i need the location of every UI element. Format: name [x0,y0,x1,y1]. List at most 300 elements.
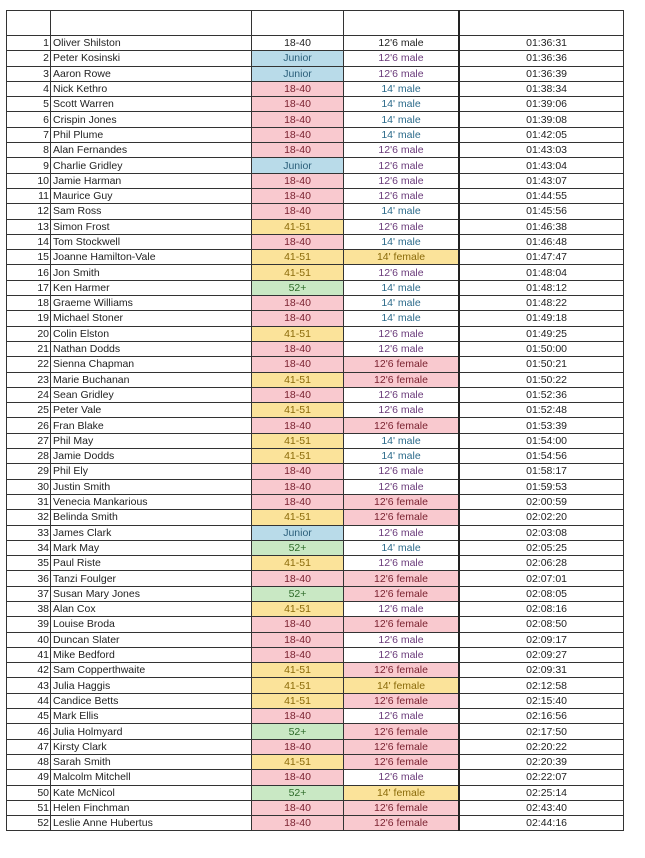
name-cell: Belinda Smith [51,510,252,525]
class-cell: 12'6 male [344,173,460,188]
age-group-cell: 41-51 [252,754,344,769]
position-cell: 37 [7,586,51,601]
class-cell: 12'6 female [344,586,460,601]
time-cell: 01:58:17 [459,464,624,479]
age-group-cell: 18-40 [252,36,344,51]
time-cell: 01:38:34 [459,81,624,96]
table-row [7,341,624,356]
age-group-cell: 18-40 [252,709,344,724]
time-cell: 01:36:39 [459,66,624,81]
class-cell: 14' male [344,204,460,219]
table-row [7,143,624,158]
time-cell: 01:48:12 [459,280,624,295]
table-row [7,387,624,402]
table-row [7,265,624,280]
table-row [7,188,624,203]
name-cell: Justin Smith [51,479,252,494]
name-cell: Phil Ely [51,464,252,479]
age-group-cell: 18-40 [252,647,344,662]
name-cell: Peter Vale [51,403,252,418]
age-group-cell: 52+ [252,540,344,555]
age-group-cell: 41-51 [252,219,344,234]
table-row [7,510,624,525]
time-cell: 02:06:28 [459,556,624,571]
class-cell: 12'6 male [344,158,460,173]
name-cell: Alan Cox [51,601,252,616]
class-cell: 12'6 male [344,403,460,418]
time-cell: 02:08:50 [459,617,624,632]
age-group-cell: 18-40 [252,81,344,96]
class-cell: 12'6 male [344,632,460,647]
age-group-cell: 18-40 [252,234,344,249]
time-cell: 01:54:00 [459,433,624,448]
name-cell: Malcolm Mitchell [51,770,252,785]
class-cell: 12'6 male [344,647,460,662]
position-cell: 27 [7,433,51,448]
name-cell: Peter Kosinski [51,51,252,66]
age-group-cell: 18-40 [252,311,344,326]
age-group-cell: 41-51 [252,326,344,341]
table-row [7,739,624,754]
position-cell: 17 [7,280,51,295]
table-row [7,479,624,494]
class-cell: 12'6 male [344,556,460,571]
table-row [7,632,624,647]
table-row [7,540,624,555]
time-cell: 01:49:18 [459,311,624,326]
class-cell: 12'6 male [344,326,460,341]
time-cell: 01:43:07 [459,173,624,188]
time-cell: 01:52:36 [459,387,624,402]
class-cell: 12'6 female [344,816,460,831]
position-cell: 44 [7,693,51,708]
table-row [7,709,624,724]
class-cell: 12'6 female [344,754,460,769]
name-cell: Sienna Chapman [51,357,252,372]
position-cell: 18 [7,296,51,311]
time-cell: 01:39:08 [459,112,624,127]
position-cell: 4 [7,81,51,96]
time-cell: 01:50:22 [459,372,624,387]
age-group-cell: 41-51 [252,510,344,525]
table-row [7,494,624,509]
class-cell: 14' male [344,449,460,464]
name-cell: Nathan Dodds [51,341,252,356]
position-cell: 51 [7,800,51,815]
position-cell: 50 [7,785,51,800]
class-cell: 12'6 male [344,525,460,540]
table-row [7,234,624,249]
class-cell: 12'6 male [344,219,460,234]
age-group-cell: Junior [252,525,344,540]
table-row [7,556,624,571]
class-cell: 12'6 male [344,188,460,203]
age-group-cell: 18-40 [252,204,344,219]
class-cell: 14' male [344,81,460,96]
table-row [7,693,624,708]
table-row [7,280,624,295]
position-cell: 20 [7,326,51,341]
position-cell: 40 [7,632,51,647]
name-cell: Colin Elston [51,326,252,341]
table-row [7,754,624,769]
class-cell: 12'6 female [344,724,460,739]
age-group-cell: 18-40 [252,739,344,754]
time-cell: 02:20:22 [459,739,624,754]
class-cell: 12'6 female [344,617,460,632]
time-cell: 02:08:05 [459,586,624,601]
position-cell: 25 [7,403,51,418]
table-row [7,663,624,678]
age-group-cell: 18-40 [252,387,344,402]
name-cell: Phil Plume [51,127,252,142]
time-cell: 02:03:08 [459,525,624,540]
time-cell: 01:43:04 [459,158,624,173]
table-row [7,617,624,632]
name-cell: Oliver Shilston [51,36,252,51]
time-cell: 02:44:16 [459,816,624,831]
age-group-cell: 41-51 [252,372,344,387]
age-group-cell: 41-51 [252,449,344,464]
class-cell: 14' male [344,296,460,311]
position-cell: 1 [7,36,51,51]
name-cell: Ken Harmer [51,280,252,295]
class-cell: 12'6 female [344,372,460,387]
table-row [7,204,624,219]
table-row [7,66,624,81]
header-cell-position [7,11,51,36]
name-cell: Crispin Jones [51,112,252,127]
position-cell: 33 [7,525,51,540]
position-cell: 22 [7,357,51,372]
time-cell: 01:47:47 [459,250,624,265]
position-cell: 13 [7,219,51,234]
name-cell: Sarah Smith [51,754,252,769]
position-cell: 49 [7,770,51,785]
time-cell: 01:50:21 [459,357,624,372]
name-cell: Tanzi Foulger [51,571,252,586]
class-cell: 12'6 male [344,464,460,479]
table-row [7,97,624,112]
position-cell: 48 [7,754,51,769]
table-row [7,816,624,831]
table-row [7,785,624,800]
header-cell-time [459,11,624,36]
table-row [7,571,624,586]
name-cell: Aaron Rowe [51,66,252,81]
name-cell: Graeme Williams [51,296,252,311]
age-group-cell: 52+ [252,280,344,295]
class-cell: 12'6 male [344,709,460,724]
age-group-cell: Junior [252,51,344,66]
time-cell: 02:09:31 [459,663,624,678]
table-row [7,311,624,326]
class-cell: 14' male [344,433,460,448]
class-cell: 14' male [344,112,460,127]
table-row [7,326,624,341]
results-table [6,10,624,831]
position-cell: 42 [7,663,51,678]
age-group-cell: Junior [252,158,344,173]
time-cell: 02:07:01 [459,571,624,586]
position-cell: 46 [7,724,51,739]
position-cell: 10 [7,173,51,188]
name-cell: Mike Bedford [51,647,252,662]
time-cell: 02:12:58 [459,678,624,693]
time-cell: 02:25:14 [459,785,624,800]
class-cell: 12'6 male [344,601,460,616]
time-cell: 02:08:16 [459,601,624,616]
time-cell: 01:45:56 [459,204,624,219]
time-cell: 01:46:48 [459,234,624,249]
time-cell: 02:20:39 [459,754,624,769]
class-cell: 12'6 female [344,510,460,525]
time-cell: 01:48:22 [459,296,624,311]
position-cell: 3 [7,66,51,81]
time-cell: 02:22:07 [459,770,624,785]
age-group-cell: 18-40 [252,800,344,815]
age-group-cell: 41-51 [252,678,344,693]
age-group-cell: 41-51 [252,693,344,708]
class-cell: 14' male [344,311,460,326]
age-group-cell: 18-40 [252,418,344,433]
table-row [7,36,624,51]
time-cell: 02:15:40 [459,693,624,708]
position-cell: 41 [7,647,51,662]
class-cell: 12'6 female [344,357,460,372]
name-cell: Marie Buchanan [51,372,252,387]
position-cell: 5 [7,97,51,112]
age-group-cell: 18-40 [252,617,344,632]
table-row [7,158,624,173]
class-cell: 12'6 female [344,494,460,509]
name-cell: Mark May [51,540,252,555]
position-cell: 45 [7,709,51,724]
age-group-cell: 41-51 [252,556,344,571]
table-row [7,112,624,127]
table-row [7,372,624,387]
position-cell: 39 [7,617,51,632]
name-cell: Fran Blake [51,418,252,433]
header-cell-age [252,11,344,36]
position-cell: 7 [7,127,51,142]
name-cell: Venecia Mankarious [51,494,252,509]
time-cell: 02:17:50 [459,724,624,739]
table-row [7,464,624,479]
time-cell: 02:02:20 [459,510,624,525]
age-group-cell: 18-40 [252,571,344,586]
position-cell: 32 [7,510,51,525]
age-group-cell: 41-51 [252,663,344,678]
class-cell: 14' male [344,127,460,142]
class-cell: 12'6 male [344,770,460,785]
time-cell: 01:49:25 [459,326,624,341]
class-cell: 12'6 male [344,51,460,66]
class-cell: 12'6 female [344,739,460,754]
class-cell: 12'6 male [344,341,460,356]
name-cell: Tom Stockwell [51,234,252,249]
position-cell: 43 [7,678,51,693]
position-cell: 15 [7,250,51,265]
table-row [7,647,624,662]
position-cell: 14 [7,234,51,249]
header-cell-class [344,11,460,36]
name-cell: Kate McNicol [51,785,252,800]
name-cell: Susan Mary Jones [51,586,252,601]
age-group-cell: 18-40 [252,143,344,158]
age-group-cell: 18-40 [252,127,344,142]
time-cell: 01:36:31 [459,36,624,51]
age-group-cell: 41-51 [252,403,344,418]
name-cell: Nick Kethro [51,81,252,96]
time-cell: 01:59:53 [459,479,624,494]
time-cell: 02:09:27 [459,647,624,662]
time-cell: 01:42:05 [459,127,624,142]
time-cell: 01:54:56 [459,449,624,464]
table-row [7,403,624,418]
age-group-cell: 52+ [252,586,344,601]
name-cell: Leslie Anne Hubertus [51,816,252,831]
name-cell: Candice Betts [51,693,252,708]
position-cell: 11 [7,188,51,203]
position-cell: 52 [7,816,51,831]
age-group-cell: 18-40 [252,357,344,372]
time-cell: 01:44:55 [459,188,624,203]
name-cell: Sean Gridley [51,387,252,402]
age-group-cell: 41-51 [252,601,344,616]
position-cell: 36 [7,571,51,586]
position-cell: 19 [7,311,51,326]
time-cell: 02:05:25 [459,540,624,555]
name-cell: Jamie Dodds [51,449,252,464]
class-cell: 12'6 male [344,143,460,158]
position-cell: 21 [7,341,51,356]
class-cell: 12'6 female [344,418,460,433]
time-cell: 02:16:56 [459,709,624,724]
class-cell: 12'6 male [344,479,460,494]
class-cell: 12'6 female [344,663,460,678]
name-cell: Simon Frost [51,219,252,234]
class-cell: 14' female [344,785,460,800]
time-cell: 01:53:39 [459,418,624,433]
age-group-cell: 18-40 [252,341,344,356]
table-row [7,127,624,142]
name-cell: Jon Smith [51,265,252,280]
position-cell: 6 [7,112,51,127]
age-group-cell: Junior [252,66,344,81]
class-cell: 12'6 male [344,265,460,280]
time-cell: 01:50:00 [459,341,624,356]
age-group-cell: 18-40 [252,494,344,509]
class-cell: 14' male [344,97,460,112]
table-row [7,81,624,96]
position-cell: 30 [7,479,51,494]
name-cell: Joanne Hamilton-Vale [51,250,252,265]
position-cell: 16 [7,265,51,280]
table-row [7,586,624,601]
class-cell: 12'6 male [344,66,460,81]
time-cell: 01:46:38 [459,219,624,234]
class-cell: 12'6 female [344,800,460,815]
name-cell: Maurice Guy [51,188,252,203]
position-cell: 9 [7,158,51,173]
table-row [7,449,624,464]
name-cell: James Clark [51,525,252,540]
age-group-cell: 41-51 [252,250,344,265]
name-cell: Sam Ross [51,204,252,219]
position-cell: 47 [7,739,51,754]
time-cell: 01:43:03 [459,143,624,158]
table-row [7,678,624,693]
class-cell: 12'6 female [344,571,460,586]
table-row [7,250,624,265]
class-cell: 14' male [344,280,460,295]
class-cell: 12'6 female [344,693,460,708]
age-group-cell: 18-40 [252,770,344,785]
position-cell: 26 [7,418,51,433]
time-cell: 01:48:04 [459,265,624,280]
age-group-cell: 18-40 [252,464,344,479]
position-cell: 24 [7,387,51,402]
age-group-cell: 18-40 [252,173,344,188]
name-cell: Julia Haggis [51,678,252,693]
position-cell: 2 [7,51,51,66]
name-cell: Julia Holmyard [51,724,252,739]
age-group-cell: 18-40 [252,479,344,494]
age-group-cell: 18-40 [252,296,344,311]
name-cell: Paul Riste [51,556,252,571]
table-row [7,800,624,815]
results-table-body [7,11,624,831]
header-row [7,11,624,36]
position-cell: 35 [7,556,51,571]
name-cell: Charlie Gridley [51,158,252,173]
table-row [7,770,624,785]
age-group-cell: 52+ [252,724,344,739]
name-cell: Jamie Harman [51,173,252,188]
table-row [7,724,624,739]
table-row [7,219,624,234]
age-group-cell: 41-51 [252,265,344,280]
name-cell: Alan Fernandes [51,143,252,158]
table-row [7,51,624,66]
age-group-cell: 18-40 [252,97,344,112]
header-cell-name [51,11,252,36]
class-cell: 14' male [344,540,460,555]
class-cell: 14' female [344,678,460,693]
name-cell: Phil May [51,433,252,448]
name-cell: Michael Stoner [51,311,252,326]
age-group-cell: 18-40 [252,188,344,203]
name-cell: Helen Finchman [51,800,252,815]
class-cell: 14' female [344,250,460,265]
time-cell: 01:39:06 [459,97,624,112]
time-cell: 02:43:40 [459,800,624,815]
time-cell: 02:09:17 [459,632,624,647]
table-row [7,525,624,540]
position-cell: 28 [7,449,51,464]
time-cell: 02:00:59 [459,494,624,509]
table-row [7,433,624,448]
age-group-cell: 18-40 [252,816,344,831]
time-cell: 01:52:48 [459,403,624,418]
table-row [7,357,624,372]
table-row [7,173,624,188]
class-cell: 14' male [344,234,460,249]
age-group-cell: 18-40 [252,632,344,647]
age-group-cell: 41-51 [252,433,344,448]
position-cell: 8 [7,143,51,158]
